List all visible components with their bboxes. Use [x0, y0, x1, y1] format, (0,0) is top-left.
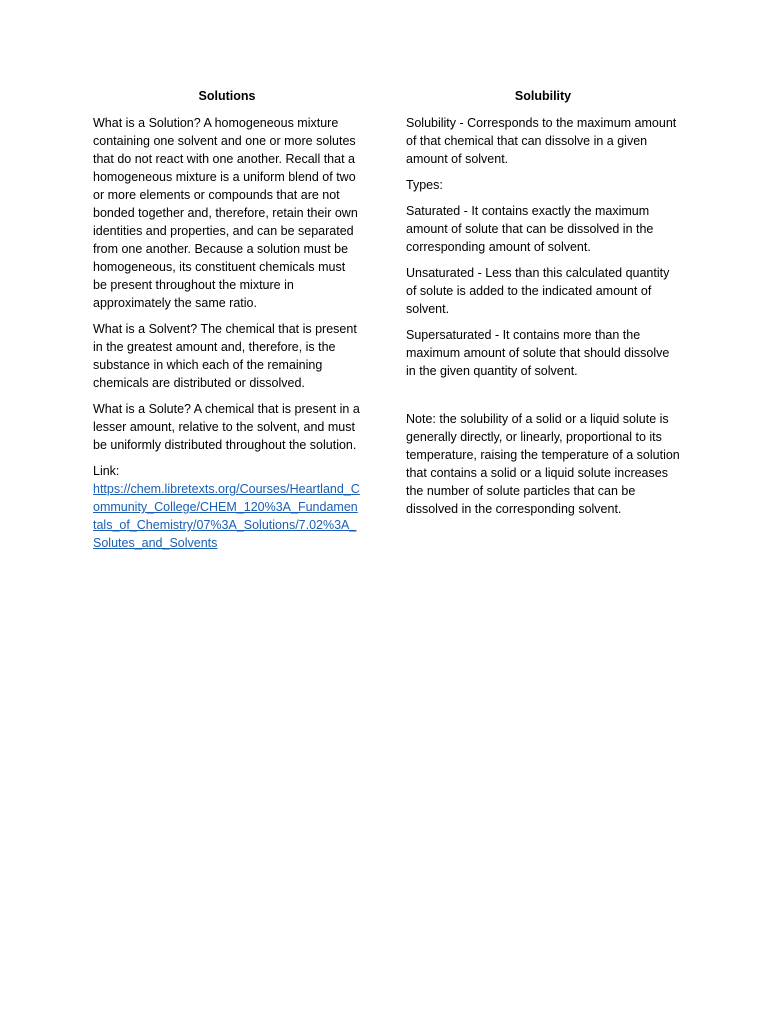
solubility-heading: Solubility	[514, 89, 572, 103]
types-label: Types:	[406, 178, 443, 192]
solubility-definition: Solubility - Corresponds to the maximum amount of that chemical that can dissolve in a given amount of solvent.	[406, 116, 677, 166]
solutions-column	[93, 86, 361, 552]
link-label: Link:	[93, 464, 120, 478]
solutions-heading: Solutions	[198, 89, 256, 103]
saturated-definition: Saturated - It contains exactly the maximum amount of solute that can be dissolved in the corresponding amount of solvent.	[406, 204, 654, 254]
solvent-definition: What is a Solvent? The chemical that is present in the greatest amount and, therefore, is the substance in which each of the remaining chemicals are distributed or dissolved.	[93, 322, 357, 390]
solubility-column	[406, 86, 680, 526]
temperature-note: Note: the solubility of a solid or a liquid solute is generally directly, or linearly, proportional to its temperature, raising the temperature of a solution that contains a solid or a liquid solute increases the number of solute particles that can be dissolved in the corresponding solvent.	[406, 412, 680, 516]
solution-definition: What is a Solution? A homogeneous mixture containing one solvent and one or more solutes that do not react with one another. Recall that a homogeneous mixture is a uniform blend of two or more elements or compounds that are not bonded together and, therefore, retain their own identities and properties, and can be separated from one another. Because a solution must be homogeneous, its constituent chemicals must be present throughout the mixture in approximately the same ratio.	[93, 116, 358, 310]
solute-definition: What is a Solute? A chemical that is present in a lesser amount, relative to the solvent, and must be uniformly distributed throughout the solution.	[93, 402, 360, 452]
supersaturated-definition: Supersaturated - It contains more than the maximum amount of solute that should dissolve in the given quantity of solvent.	[406, 328, 670, 378]
unsaturated-definition: Unsaturated - Less than this calculated quantity of solute is added to the indicated amount of solvent.	[406, 266, 670, 316]
reference-link[interactable]: https://chem.libretexts.org/Courses/Heartland_Community_College/CHEM_120%3A_Fundamentals_of_Chemistry/07%3A_Solutions/7.02%3A_Solutes_and_Solvents	[93, 482, 360, 550]
